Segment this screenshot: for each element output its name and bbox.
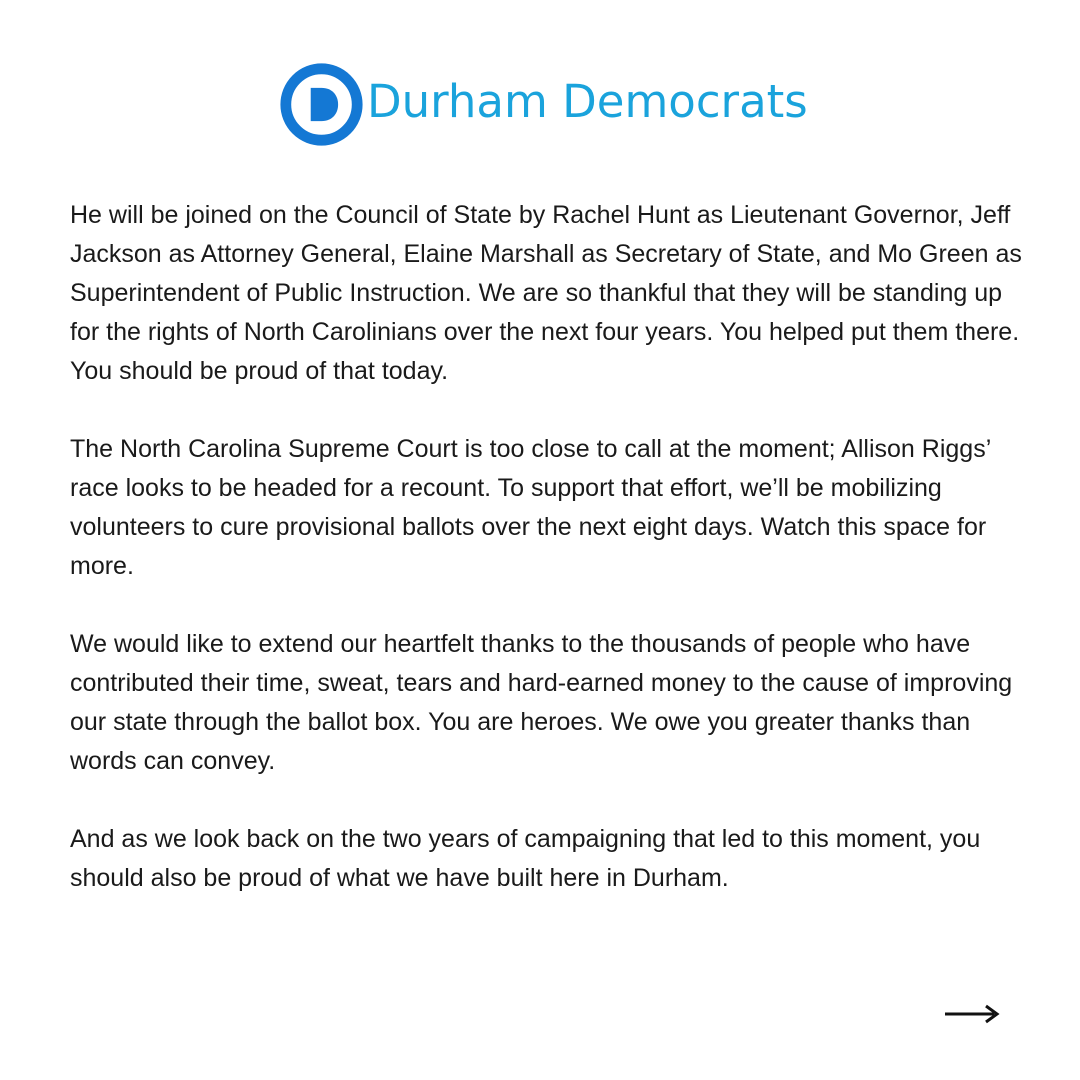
- paragraph-thanks: We would like to extend our heartfelt thanks to the thousands of people who have contributed their time, sweat, tears and hard-earned money to the cause of improving our state through the ballot box. You are heroes. We owe you greater thanks than words can convey.: [70, 630, 1013, 775]
- democrats-logo-icon: [280, 63, 363, 146]
- arrow-right-icon[interactable]: [944, 1002, 1000, 1026]
- paragraph-supreme-court: The North Carolina Supreme Court is too close to call at the moment; Allison Riggs’ race looks to be headed for a recount. To support that effort, we’ll be mobilizing volunteers to cure provisional ballots over the next eight days. Watch this space for more.: [70, 435, 991, 580]
- brand-name: Durham Democrats: [367, 75, 808, 128]
- brand-header: [280, 62, 808, 147]
- paragraph-council-of-state: He will be joined on the Council of State by Rachel Hunt as Lieutenant Governor, Jeff Jackson as Attorney General, Elaine Marshall as Secretary of State, and Mo Green as Superintendent of Public Instruction. We are so thankful that they will be standing up for the rights of North Carolinians over the next four years. You helped put them there. You should be proud of that today.: [70, 201, 1022, 385]
- paragraph-proud-durham: And as we look back on the two years of campaigning that led to this moment, you should also be proud of what we have built here in Durham.: [70, 825, 981, 892]
- post-body: [70, 196, 1030, 937]
